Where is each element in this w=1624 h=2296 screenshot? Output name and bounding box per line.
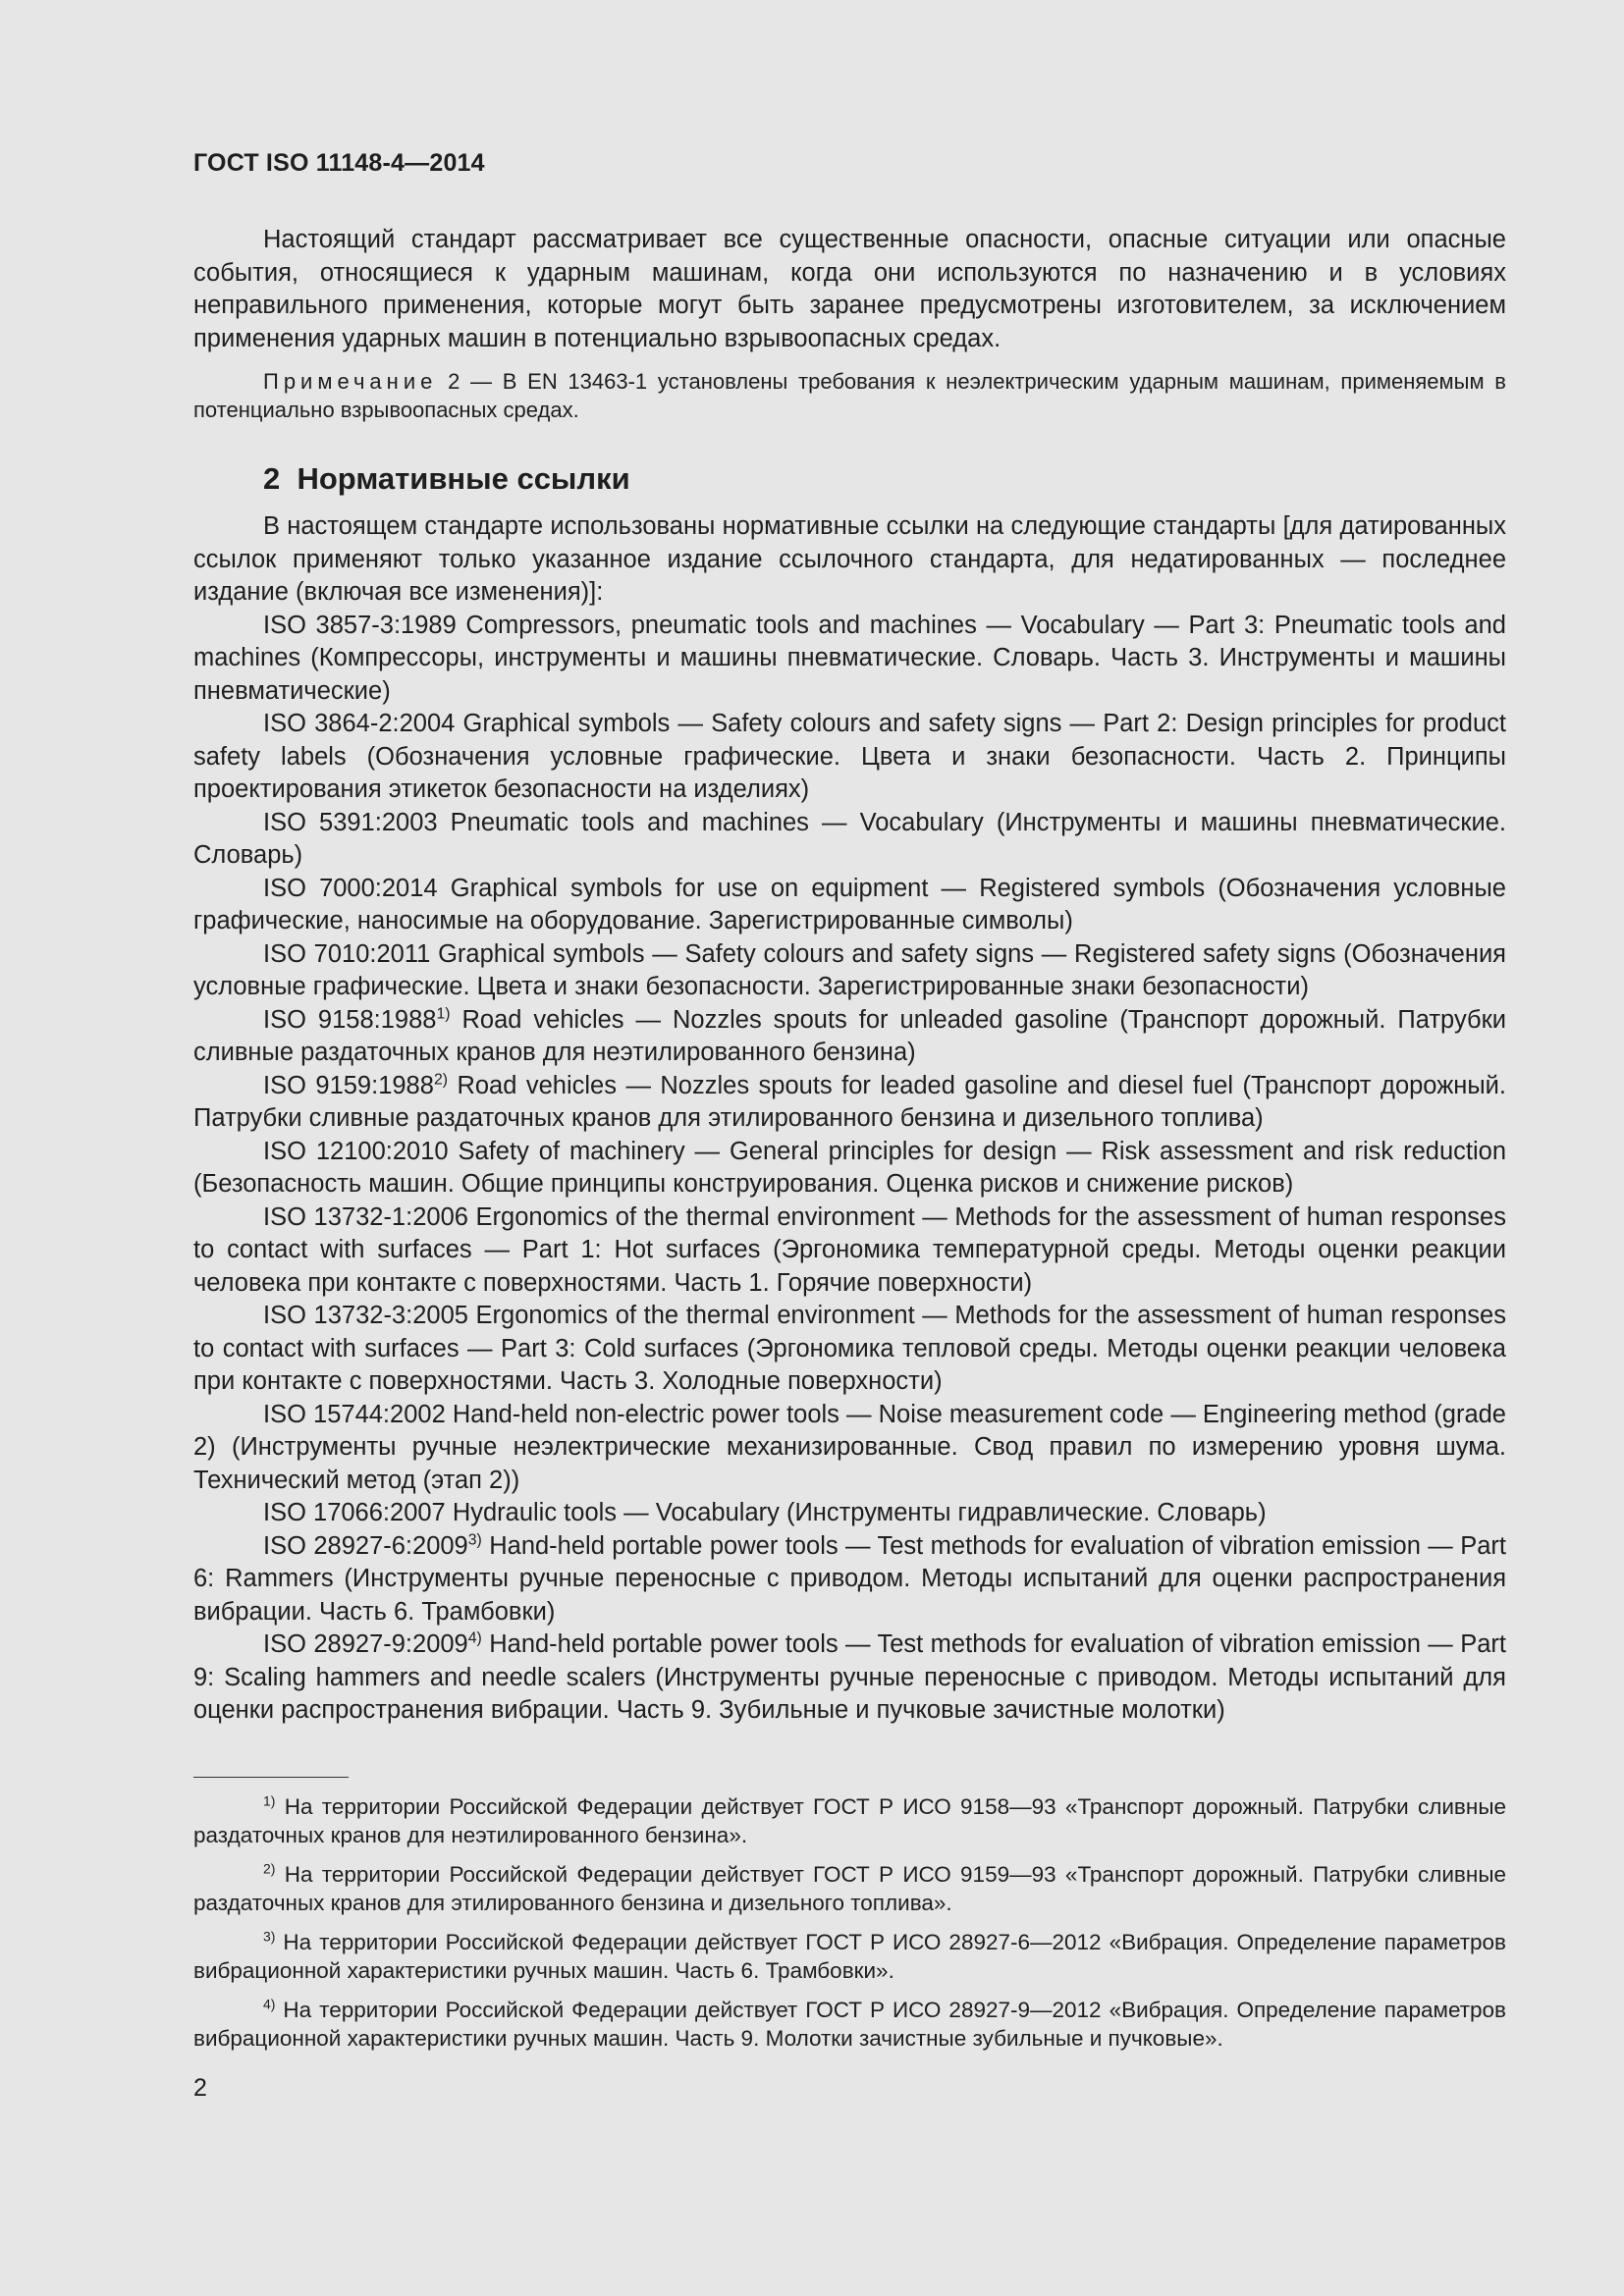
- reference-item: [193, 807, 1506, 873]
- reference-text: Hand-held portable power tools — Test methods for evaluation of vibration emission — Part 9: Scaling hammers and needle scalers (Инструменты ручные переносные с приводом. Методы испытаний для оценки распространения вибрации. Часть 9. Зубильные и пучковые зачистные молотки): [193, 1630, 1506, 1724]
- footnotes: [193, 1777, 1506, 2063]
- reference-item: [193, 1004, 1506, 1070]
- reference-text: Ergonomics of the thermal environment — Methods for the assessment of human responses to contact with surfaces — Part 3: Cold surfaces (Эргономика тепловой среды. Методы оценки реакции человека при контакте с поверхностями. Часть 3. Холодные поверхности): [193, 1302, 1506, 1395]
- section-heading: [193, 459, 1506, 499]
- reference-code: ISO 9158:1988: [263, 1005, 437, 1034]
- section-number: 2: [263, 461, 281, 496]
- footnote-item: [193, 1792, 1506, 1849]
- note-label: Примечание: [263, 369, 438, 394]
- document-header: ГОСТ ISO 11148-4—2014: [193, 149, 485, 177]
- footnote-item: [193, 1928, 1506, 1985]
- reference-text: Compressors, pneumatic tools and machines — Vocabulary — Part 3: Pneumatic tools and machines (Компрессоры, инструменты и машины пневматические. Словарь. Часть 3. Инструменты и машины пневматические): [193, 611, 1506, 705]
- reference-item: [193, 1497, 1506, 1530]
- reference-item: [193, 938, 1506, 1004]
- note-paragraph: [193, 367, 1506, 424]
- reference-code: ISO 15744:2002: [263, 1400, 446, 1428]
- reference-item: [193, 1629, 1506, 1728]
- footnote-mark: 3): [263, 1928, 276, 1945]
- reference-item: [193, 1070, 1506, 1136]
- reference-text: Graphical symbols — Safety colours and safety signs — Part 2: Design principles for product safety labels (Обозначения условные графические. Цвета и знаки безопасности. Часть 2. Принципы проектирования этикеток безопасности на изделиях): [193, 710, 1506, 803]
- main-content: [193, 224, 1506, 1728]
- footnote-marker: 1): [436, 1005, 451, 1022]
- reference-item: [193, 1399, 1506, 1498]
- footnote-text: На территории Российской Федерации действует ГОСТ Р ИСО 28927-6—2012 «Вибрация. Определение параметров вибрационной характеристики ручных машин. Часть 6. Трамбовки».: [193, 1930, 1506, 1983]
- footnote-text: На территории Российской Федерации действует ГОСТ Р ИСО 9158—93 «Транспорт дорожный. Патрубки сливные раздаточных кранов для неэтилированного бензина».: [193, 1794, 1506, 1847]
- footnote-mark: 4): [263, 1996, 276, 2012]
- footnote-list: [193, 1792, 1506, 2053]
- footnote-marker: 2): [433, 1071, 448, 1088]
- reference-text: Road vehicles — Nozzles spouts for leaded gasoline and diesel fuel (Транспорт дорожный. Патрубки сливные раздаточных кранов для этилированного бензина и дизельного топлива): [193, 1071, 1506, 1132]
- footnote-item: [193, 1860, 1506, 1917]
- reference-code: ISO 12100:2010: [263, 1137, 449, 1165]
- footnote-text: На территории Российской Федерации действует ГОСТ Р ИСО 9159—93 «Транспорт дорожный. Патрубки сливные раздаточных кранов для этилированного бензина и дизельного топлива».: [193, 1862, 1506, 1915]
- footnote-mark: 2): [263, 1860, 276, 1877]
- reference-text: Graphical symbols — Safety colours and safety signs — Registered safety signs (Обозначения условные графические. Цвета и знаки безопасности. Зарегистрированные знаки безопасности): [193, 939, 1506, 1000]
- reference-code: ISO 5391:2003: [263, 808, 438, 836]
- reference-code: ISO 17066:2007: [263, 1499, 446, 1526]
- reference-code: ISO 28927-6:2009: [263, 1531, 468, 1560]
- reference-text: Road vehicles — Nozzles spouts for unleaded gasoline (Транспорт дорожный. Патрубки сливные раздаточных кранов для неэтилированного бензина): [193, 1005, 1506, 1066]
- reference-list: [193, 610, 1506, 1728]
- reference-text: Hand-held portable power tools — Test methods for evaluation of vibration emission — Part 6: Rammers (Инструменты ручные переносные с приводом. Методы испытаний для оценки распространения вибрации. Часть 6. Трамбовки): [193, 1531, 1506, 1626]
- page-number: 2: [193, 2074, 207, 2102]
- section-lead-paragraph: В настоящем стандарте использованы нормативные ссылки на следующие стандарты [для датированных ссылок применяют только указанное издание ссылочного стандарта, для недатированных — последнее издание (включая все изменения)]:: [193, 512, 1506, 606]
- reference-item: [193, 1136, 1506, 1201]
- reference-code: ISO 7010:2011: [263, 939, 431, 968]
- footnote-item: [193, 1996, 1506, 2053]
- footnote-text: На территории Российской Федерации действует ГОСТ Р ИСО 28927-9—2012 «Вибрация. Определение параметров вибрационной характеристики ручных машин. Часть 9. Молотки зачистные зубильные и пучковые».: [193, 1998, 1506, 2051]
- footnote-marker: 3): [467, 1531, 482, 1548]
- footnote-marker: 4): [467, 1629, 482, 1647]
- reference-item: [193, 873, 1506, 938]
- reference-code: ISO 3864-2:2004: [263, 710, 456, 737]
- footnote-mark: 1): [263, 1792, 276, 1809]
- reference-code: ISO 7000:2014: [263, 874, 438, 902]
- reference-item: [193, 708, 1506, 807]
- reference-code: ISO 28927-9:2009: [263, 1630, 468, 1658]
- note-text: 2 — В EN 13463-1 установлены требования к неэлектрическим ударным машинам, применяемым в потенциально взрывоопасных средах.: [193, 369, 1506, 422]
- reference-text: Safety of machinery — General principles for design — Risk assessment and risk reduction (Безопасность машин. Общие принципы конструирования. Оценка рисков и снижение рисков): [193, 1137, 1506, 1198]
- reference-code: ISO 3857-3:1989: [263, 611, 457, 639]
- reference-item: [193, 610, 1506, 709]
- reference-item: [193, 1300, 1506, 1399]
- reference-text: Graphical symbols for use on equipment — Registered symbols (Обозначения условные графические, наносимые на оборудование. Зарегистрированные символы): [193, 874, 1506, 934]
- scope-paragraph: Настоящий стандарт рассматривает все существенные опасности, опасные ситуации или опасные события, относящиеся к ударным машинам, когда они используются по назначению и в условиях неправильного применения, которые могут быть заранее предусмотрены изготовителем, за исключением применения ударных машин в потенциально взрывоопасных средах.: [193, 226, 1506, 352]
- reference-item: [193, 1530, 1506, 1629]
- reference-code: ISO 9159:1988: [263, 1071, 434, 1099]
- footnote-separator: [193, 1777, 349, 1778]
- section-title: Нормативные ссылки: [297, 461, 630, 496]
- reference-text: Hydraulic tools — Vocabulary (Инструменты гидравлические. Словарь): [445, 1499, 1267, 1526]
- reference-code: ISO 13732-1:2006: [263, 1202, 468, 1231]
- reference-text: Pneumatic tools and machines — Vocabulary (Инструменты и машины пневматические. Словарь): [193, 808, 1506, 869]
- reference-item: [193, 1201, 1506, 1301]
- reference-text: Hand-held non-electric power tools — Noise measurement code — Engineering method (grade 2) (Инструменты ручные неэлектрические механизированные. Свод правил по измерению уровня шума. Технический метод (этап 2)): [193, 1400, 1506, 1494]
- reference-code: ISO 13732-3:2005: [263, 1302, 468, 1329]
- reference-text: Ergonomics of the thermal environment — Methods for the assessment of human responses to contact with surfaces — Part 1: Hot surfaces (Эргономика температурной среды. Методы оценки реакции человека при контакте с поверхностями. Часть 1. Горячие поверхности): [193, 1202, 1506, 1297]
